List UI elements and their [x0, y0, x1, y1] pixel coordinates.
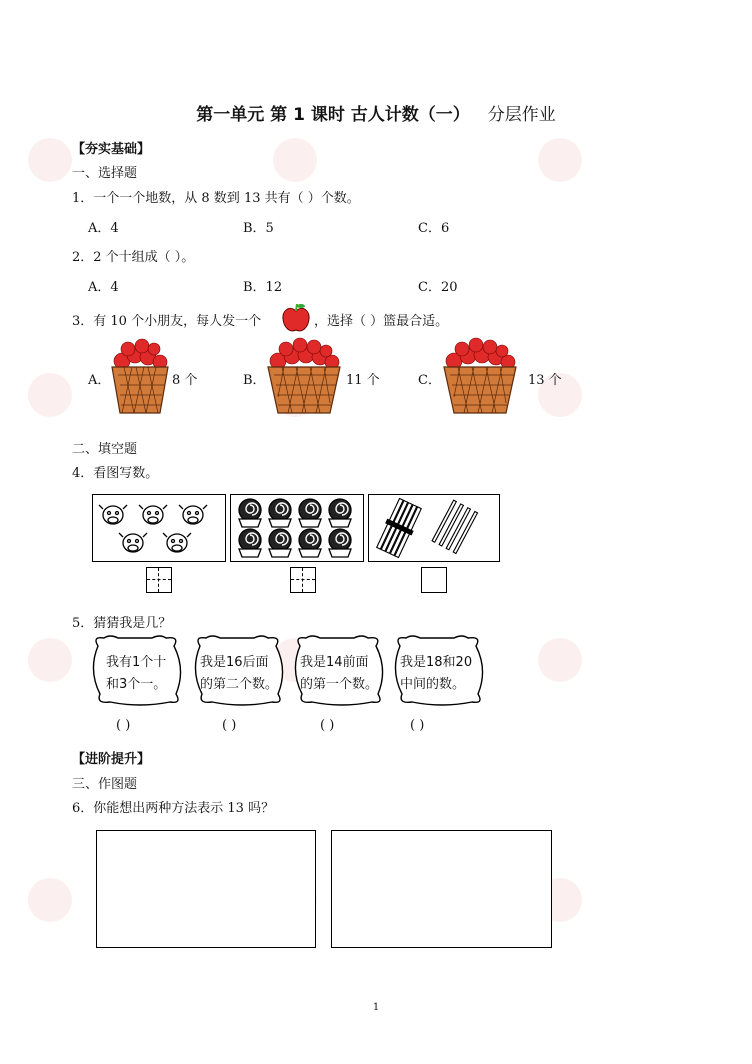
q5-answer-blank-1[interactable]: ( )	[116, 718, 131, 733]
q6-drawing-box-1[interactable]	[96, 830, 316, 948]
q6-text: 6．你能想出两种方法表示 13 吗？	[72, 801, 275, 816]
q4-answer-box-3[interactable]	[421, 567, 447, 593]
counting-sticks-icon	[369, 495, 499, 561]
apple-icon	[280, 302, 312, 334]
page-title	[0, 100, 752, 125]
basket-icon-b	[264, 337, 344, 417]
q3-option-a-label: A．	[88, 373, 111, 388]
q3-option-b-count: 11 个	[346, 373, 380, 388]
page-number: 1	[372, 1002, 380, 1013]
q2-option-a: A．4	[88, 280, 119, 295]
q5-bubble-4-line2: 中间的数。	[400, 677, 466, 692]
q5-answer-blank-4[interactable]: ( )	[410, 718, 425, 733]
q2-option-b: B．12	[243, 280, 283, 295]
title-suffix: 分层作业	[487, 105, 556, 125]
q2-text: 2．2 个十组成（ ）。	[72, 250, 195, 265]
q5-bubble-3-line2: 的第一个数。	[300, 677, 379, 692]
q2-option-c: C．20	[418, 280, 458, 295]
q3-option-b-label: B．	[243, 373, 266, 388]
part-choice: 一、选择题	[72, 166, 138, 181]
q3-option-c-label: C．	[418, 373, 441, 388]
q4-cakes-box	[230, 494, 364, 562]
q4-answer-box-1[interactable]	[146, 567, 172, 593]
q5-bubble-2-line1: 我是16后面	[200, 655, 269, 670]
q4-answer-box-2[interactable]	[290, 567, 316, 593]
q1-text: 1．一个一个地数，从 8 数到 13 共有（ ）个数。	[72, 191, 360, 206]
q5-bubble-2	[200, 652, 278, 696]
q5-bubble-1	[106, 652, 166, 696]
cupcake-icons	[231, 495, 363, 561]
q5-bubble-3	[300, 652, 378, 696]
q3-option-a-count: 8 个	[172, 373, 198, 388]
q1-option-a: A．4	[88, 221, 119, 236]
q5-bubble-2-line2: 的第二个数。	[200, 677, 279, 692]
q4-text: 4．看图写数。	[72, 466, 159, 481]
part-fill: 二、填空题	[72, 442, 138, 457]
section-advanced: 【进阶提升】	[72, 752, 151, 767]
basket-icon-a	[108, 337, 172, 417]
q1-option-b: B．5	[243, 221, 274, 236]
q5-answer-blank-2[interactable]: ( )	[222, 718, 237, 733]
q3-option-c-count: 13 个	[528, 373, 562, 388]
q4-sticks-box	[368, 494, 500, 562]
q3-text-after: ，选择（ ）篮最合适。	[314, 314, 449, 329]
q1-option-c: C．6	[418, 221, 450, 236]
cow-icons	[93, 495, 225, 561]
q6-drawing-box-2[interactable]	[331, 830, 552, 948]
title-main: 第一单元 第 1 课时 古人计数（一）	[196, 105, 470, 125]
q5-bubble-4-line1: 我是18和20	[400, 655, 473, 670]
q5-bubble-4	[400, 652, 472, 696]
q5-text: 5．猜猜我是几？	[72, 616, 172, 631]
q5-bubble-3-line1: 我是14前面	[300, 655, 369, 670]
basket-icon-c	[440, 337, 520, 417]
q5-answer-blank-3[interactable]: ( )	[320, 718, 335, 733]
q4-cows-box	[92, 494, 226, 562]
q5-bubble-1-line2: 和3个一。	[106, 677, 167, 692]
q5-bubble-1-line1: 我有1个十	[106, 655, 167, 670]
part-draw: 三、作图题	[72, 777, 138, 792]
section-basic: 【夯实基础】	[72, 142, 151, 157]
q3-text-before: 3．有 10 个小朋友，每人发一个	[72, 314, 262, 329]
